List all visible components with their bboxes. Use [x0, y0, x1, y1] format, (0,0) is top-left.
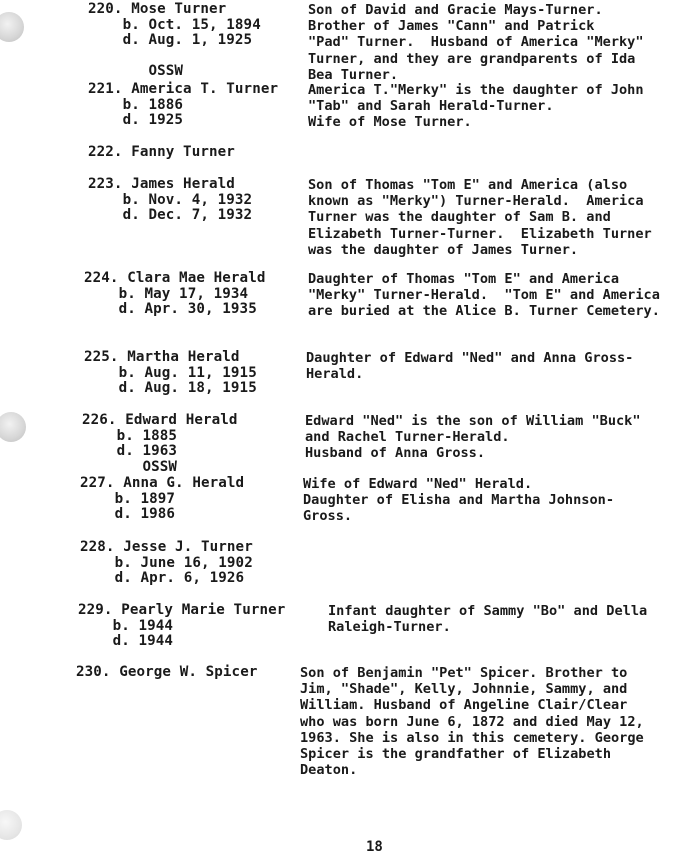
entry-vital-info	[82, 413, 238, 475]
entry-description	[300, 665, 690, 778]
vital-line: b. 1885	[82, 427, 178, 444]
description-line: Deaton.	[300, 762, 358, 779]
description-line: Daughter of Thomas "Tom E" and America	[308, 271, 619, 287]
vital-line: 224. Clara Mae Herald	[84, 270, 266, 286]
description-line: Son of Thomas "Tom E" and America (also	[308, 177, 628, 193]
punch-hole-bottom	[0, 810, 22, 840]
entry-vital-info	[88, 145, 235, 161]
entry-description	[306, 350, 694, 382]
vital-line: 221. America T. Turner	[88, 81, 279, 97]
entry-description	[328, 603, 690, 635]
vital-line: b. 1944	[78, 617, 174, 634]
description-line: Elizabeth Turner-Turner. Elizabeth Turner	[308, 225, 652, 242]
description-line: "Tab" and Sarah Herald-Turner.	[308, 98, 554, 115]
vital-line: d. Dec. 7, 1932	[88, 207, 253, 224]
vital-line: OSSW	[82, 458, 178, 475]
entry-description	[308, 2, 696, 83]
description-line: Wife of Edward "Ned" Herald.	[303, 476, 533, 492]
vital-line: d. 1963	[82, 443, 178, 460]
description-line: Turner, and they are grandparents of Ida	[308, 50, 636, 67]
vital-line: 222. Fanny Turner	[88, 144, 235, 160]
vital-line: d. Aug. 18, 1915	[84, 380, 257, 397]
vital-line: d. Apr. 30, 1935	[84, 301, 257, 318]
description-line: and Rachel Turner-Herald.	[305, 429, 510, 446]
vital-line: 230. George W. Spicer	[76, 664, 258, 680]
description-line: Daughter of Edward "Ned" and Anna Gross-	[306, 350, 634, 366]
description-line: Bea Turner.	[308, 66, 399, 83]
vital-line: OSSW	[88, 63, 184, 80]
description-line: Gross.	[303, 508, 353, 525]
entry-vital-info	[78, 603, 285, 650]
vital-line: d. Apr. 6, 1926	[80, 570, 245, 587]
vital-line: 225. Martha Herald	[84, 349, 240, 365]
vital-line: 226. Edward Herald	[82, 412, 238, 428]
vital-line: b. 1886	[88, 96, 184, 113]
punch-hole-top	[0, 12, 24, 42]
entry-vital-info	[84, 271, 265, 318]
description-line: America T."Merky" is the daughter of John	[308, 82, 644, 98]
entry-description	[303, 476, 693, 525]
vital-line: b. Nov. 4, 1932	[88, 191, 253, 208]
description-line: Son of David and Gracie Mays-Turner.	[308, 2, 603, 18]
entry-vital-info	[84, 350, 257, 397]
vital-line: d. 1986	[80, 506, 176, 523]
vital-line: b. Oct. 15, 1894	[88, 16, 261, 33]
description-line: Herald.	[306, 366, 364, 383]
entry-description	[308, 82, 696, 131]
description-line: Son of Benjamin "Pet" Spicer. Brother to	[300, 665, 628, 681]
entry-vital-info	[76, 665, 257, 681]
description-line: Wife of Mose Turner.	[308, 114, 472, 131]
entry-description	[308, 177, 696, 258]
description-line: known as "Merky") Turner-Herald. America	[308, 193, 644, 210]
vital-line: d. 1944	[78, 633, 174, 650]
description-line: Edward "Ned" is the son of William "Buck"	[305, 413, 641, 429]
entry-vital-info	[88, 177, 252, 224]
description-line: are buried at the Alice B. Turner Cemetery.	[308, 303, 660, 320]
vital-line: b. 1897	[80, 490, 176, 507]
punch-hole-middle	[0, 412, 26, 442]
description-line: "Pad" Turner. Husband of America "Merky"	[308, 34, 644, 51]
entry-vital-info	[88, 2, 261, 80]
entry-vital-info	[88, 82, 278, 129]
description-line: Turner was the daughter of Sam B. and	[308, 209, 611, 226]
vital-line: 229. Pearly Marie Turner	[78, 602, 286, 618]
vital-line: b. Aug. 11, 1915	[84, 364, 257, 381]
vital-line: d. 1925	[88, 112, 184, 129]
vital-line: d. Aug. 1, 1925	[88, 32, 253, 49]
vital-line: 220. Mose Turner	[88, 1, 227, 17]
vital-line: b. June 16, 1902	[80, 554, 253, 571]
entry-description	[308, 271, 696, 320]
description-line: Spicer is the grandfather of Elizabeth	[300, 746, 611, 763]
entry-vital-info	[80, 476, 244, 523]
description-line: William. Husband of Angeline Clair/Clear	[300, 697, 628, 714]
description-line: Husband of Anna Gross.	[305, 445, 486, 462]
entry-description	[305, 413, 695, 462]
entry-vital-info	[80, 540, 253, 587]
description-line: Jim, "Shade", Kelly, Johnnie, Sammy, and	[300, 681, 628, 698]
description-line: 1963. She is also in this cemetery. George	[300, 729, 644, 746]
page-number: 18	[366, 839, 383, 855]
vital-line: b. May 17, 1934	[84, 285, 249, 302]
description-line: "Merky" Turner-Herald. "Tom E" and America	[308, 287, 660, 304]
description-line: was the daughter of James Turner.	[308, 241, 579, 258]
vital-line: 228. Jesse J. Turner	[80, 539, 253, 555]
vital-line	[88, 49, 261, 65]
description-line: who was born June 6, 1872 and died May 12,	[300, 713, 644, 730]
vital-line: 223. James Herald	[88, 176, 235, 192]
vital-line: 227. Anna G. Herald	[80, 475, 245, 491]
description-line: Infant daughter of Sammy "Bo" and Della	[328, 603, 648, 619]
description-line: Brother of James "Cann" and Patrick	[308, 18, 595, 35]
description-line: Daughter of Elisha and Martha Johnson-	[303, 492, 614, 509]
description-line: Raleigh-Turner.	[328, 619, 451, 636]
